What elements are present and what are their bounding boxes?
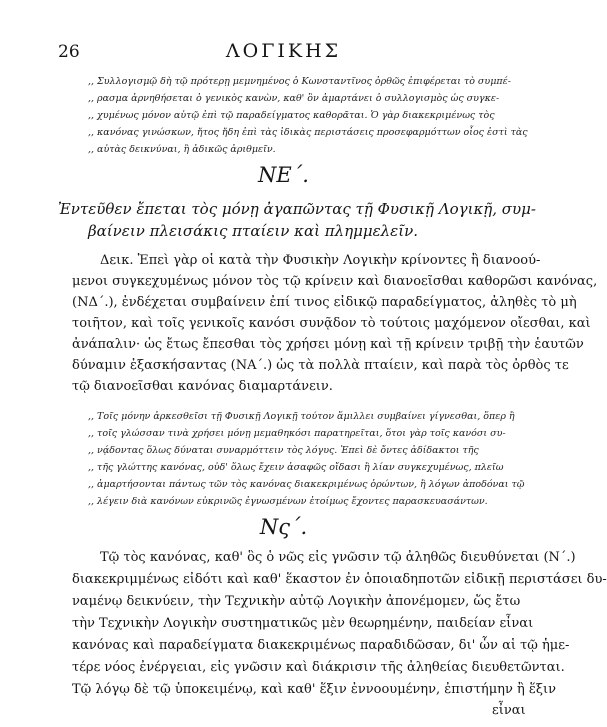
- section-heading-ne: ΝΕ΄.: [258, 163, 309, 187]
- body-line: δύναμιν ἐξασκήσαντας (ΝΑ΄.) ὡς τὰ πολλὰ πταίειν, καὶ παρὰ τὸς ὀρθὸς τε: [72, 358, 569, 373]
- footnote-line: ,, ρασμα ἀρνηθήσεται ὁ γενικὸς κανὼν, καθ' ὃν ἁμαρτάνει ὁ συλλογισμὸς ὡς συγκε-: [88, 93, 500, 104]
- body-line: τῷ διανοεῖσθαι κανόνας διαμαρτάνειν.: [72, 379, 333, 394]
- footnote-line: ,, κανόνας γινώσκων, ἤτος ἤδη ἐπὶ τὰς ἰδικὰς περιστάσεις προσεφαρμόττων οἷος ἐστὶ τὰς: [88, 127, 528, 138]
- body-line: διακεκριμμένως εἰδότι καὶ καθ' ἕκαστον ἐν ὁποιαδηποτῶν εἰδικῇ περιστάσει δυ-: [72, 572, 607, 587]
- body-line: κανόνας καὶ παραδείγματα διακεκριμένως παραδιδῶσαν, δι' ὧν αἱ τῷ ἡμε-: [72, 638, 570, 653]
- catchword: εἶναι: [492, 703, 526, 718]
- body-line: μενοι συγκεχυμένως μόνον τὸς τῷ κρίνειν καὶ διανοεῖσθαι καθορῶσι κανόνας,: [72, 274, 598, 289]
- body-line: τέρε νόος ἐνέργειαι, εἰς γνῶσιν καὶ διάκρισιν τῆς ἀληθείας διευθετῶνται.: [72, 660, 565, 675]
- footnote-line: ,, νᾴδοντας ὅλως δύναται συναρμόττειν τὸς λόγυς. Ἐπεὶ δὲ ὄντες ἀδίδακτοι τῆς: [88, 445, 479, 456]
- section-heading-ns: Νς΄.: [259, 515, 308, 539]
- body-line: Τῷ λόγῳ δὲ τῷ ὑποκειμένῳ, καὶ καθ' ἕξιν ἐννοουμένην, ἐπιστήμην ἢ ἕξιν: [72, 682, 557, 697]
- footnote-line: ,, τῆς γλώττης κανόνας, οὐδ' ὅλως ἔχειν ἀσαφῶς οἴδασι ἢ λίαν συγκεχυμένως, πλεῖω: [88, 462, 504, 473]
- body-line: Τῷ τὸς κανόνας, καθ' ὃς ὁ νῶς εἰς γνῶσιν τῷ ἀληθῶς διευθύνεται (Ν΄.): [100, 550, 576, 565]
- title-line: Ἐντεῦθεν ἔπεται τὸς μόνῃ ἀγαπῶντας τῇ Φυσικῇ Λογικῇ, συμ-: [58, 200, 536, 218]
- body-line: τὴν Τεχνικὴν Λογικὴν συστηματικῶς μὲν θεωρημένην, παιδείαν εἶναι: [72, 616, 534, 631]
- footnote-line: ,, Τοῖς μόνην ἀρκεσθεῖσι τῇ Φυσικῇ Λογικῇ τούτον ἅμιλλει συμβαίνει γίγνεσθαι, ὅπερ ἢ: [88, 411, 515, 422]
- running-head: ΛΟΓΙΚΗΣ: [225, 40, 342, 62]
- body-line: ναμένῳ δεικνύειν, τὴν Τεχνικὴν αὐτῷ Λογικὴν ἀπονέμομεν, ὥς ἔτω: [72, 594, 521, 609]
- footnote-line: ,, τοῖς γλώσσαν τινὰ χρήσει μόνῃ μεμαθηκόσι παρατηρεῖται, ὅτοι γὰρ τοῖς κανόσι συ-: [88, 428, 506, 439]
- body-line: Δεικ. Ἐπεὶ γὰρ οἱ κατὰ τὴν Φυσικὴν Λογικὴν κρίνοντες ἢ διανοού-: [100, 253, 541, 268]
- page-number: 26: [58, 42, 80, 62]
- footnote-line: ,, ἁμαρτήσονται πάντως τῶν τὸς κανόνας διακεκριμένως ὁρώντων, ἢ λόγων ἀποδόναι τῷ: [88, 479, 525, 490]
- footnote-line: ,, αὐτὰς δεικνύναι, ἢ ἀδικῶς ἀριθμεῖν.: [88, 144, 276, 155]
- body-line: ἀνάπαλιν· ὡς ἔτως ἔπεσθαι τὸς χρήσει μόνῃ καὶ τῇ κρίνειν τριβῇ τὴν ἑαυτῶν: [72, 337, 584, 352]
- body-line: (ΝΔ΄.), ἐνδέχεται συμβαίνειν ἐπί τινος εἰδικῷ παραδείγματος, ἀληθὲς τὸ μὴ: [72, 295, 577, 310]
- footnote-line: ,, Συλλογισμῷ δὴ τῷ πρότερῃ μεμνημένος ὁ Κωνσταντῖνος ὀρθῶς ἐπιφέρεται τὸ συμπέ-: [88, 76, 511, 87]
- title-line: βαίνειν πλεισάκις πταίειν καὶ πλημμελεῖν.: [88, 222, 418, 240]
- footnote-line: ,, λέγειν διὰ κανόνων εὐκρινῶς ἐγνωσμένων ἑτοίμως ἔχοντες παρασκευασάντων.: [88, 496, 488, 507]
- footnote-line: ,, χυμένως μόνον αὐτῷ ἐπὶ τῷ παραδείγματος καθορᾶται. Ὁ γὰρ διακεκριμένως τὸς: [88, 110, 495, 121]
- body-line: τοιῆτον, καὶ τοῖς γενικοῖς κανόσι συνᾷδον τὸ τούτοις μαχόμενον οἴεσθαι, καὶ: [72, 316, 591, 331]
